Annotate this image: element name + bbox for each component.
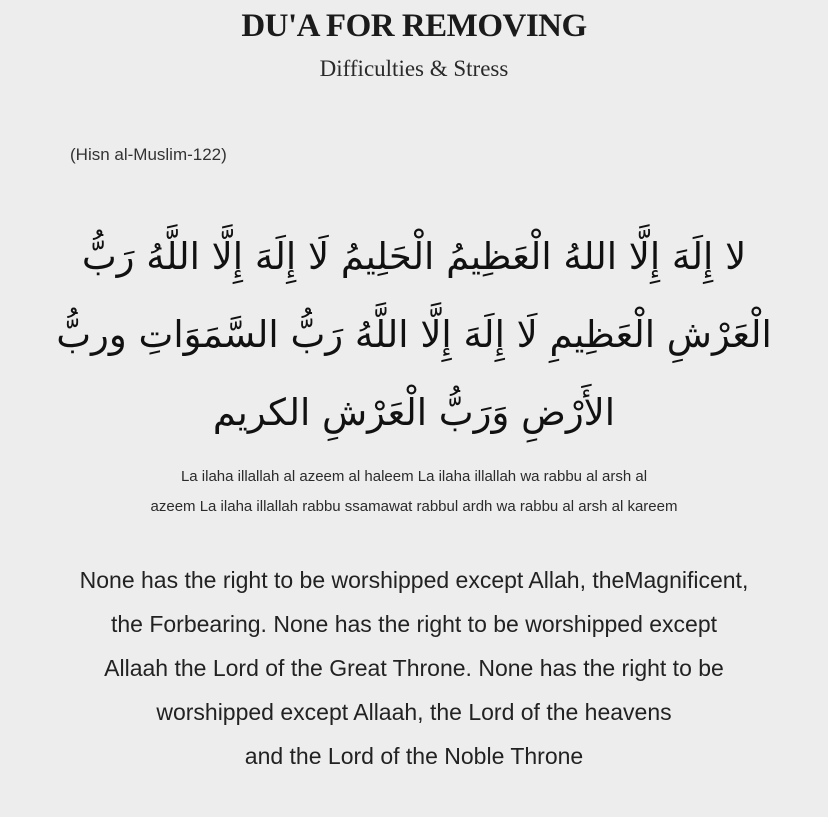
english-translation xyxy=(20,558,808,778)
page-subtitle: Difficulties & Stress xyxy=(319,56,509,81)
arabic-text xyxy=(40,218,788,452)
translation-line: Allaah the Lord of the Great Throne. None has the right to be xyxy=(104,655,724,681)
arabic-line: الأَرْضِ وَرَبُّ الْعَرْشِ الكريم xyxy=(212,391,616,434)
translation-line: worshipped except Allaah, the Lord of the heavens xyxy=(156,699,672,725)
translation-line: the Forbearing. None has the right to be worshipped except xyxy=(110,611,718,637)
transliteration-line: azeem La ilaha illallah rabbu ssamawat rabbul ardh wa rabbu al arsh al kareem xyxy=(150,498,678,515)
page-title: DU'A FOR REMOVING xyxy=(241,8,587,44)
arabic-line: لا إِلَهَ إِلَّا اللهُ الْعَظِيمُ الْحَلِيمُ لَا إِلَهَ إِلَّا اللَّهُ رَبُّ xyxy=(81,235,747,278)
translation-line: and the Lord of the Noble Throne xyxy=(244,743,584,769)
source-reference: (Hisn al-Muslim-122) xyxy=(70,145,227,164)
arabic-line: الْعَرْشِ الْعَظِيمِ لَا إِلَهَ إِلَّا اللَّهُ رَبُّ السَّمَوَاتِ وربُّ xyxy=(56,313,772,356)
translation-line: None has the right to be worshipped except Allah, theMagnificent, xyxy=(79,567,749,593)
transliteration xyxy=(60,462,768,522)
transliteration-line: La ilaha illallah al azeem al haleem La ilaha illallah wa rabbu al arsh al xyxy=(180,468,648,485)
